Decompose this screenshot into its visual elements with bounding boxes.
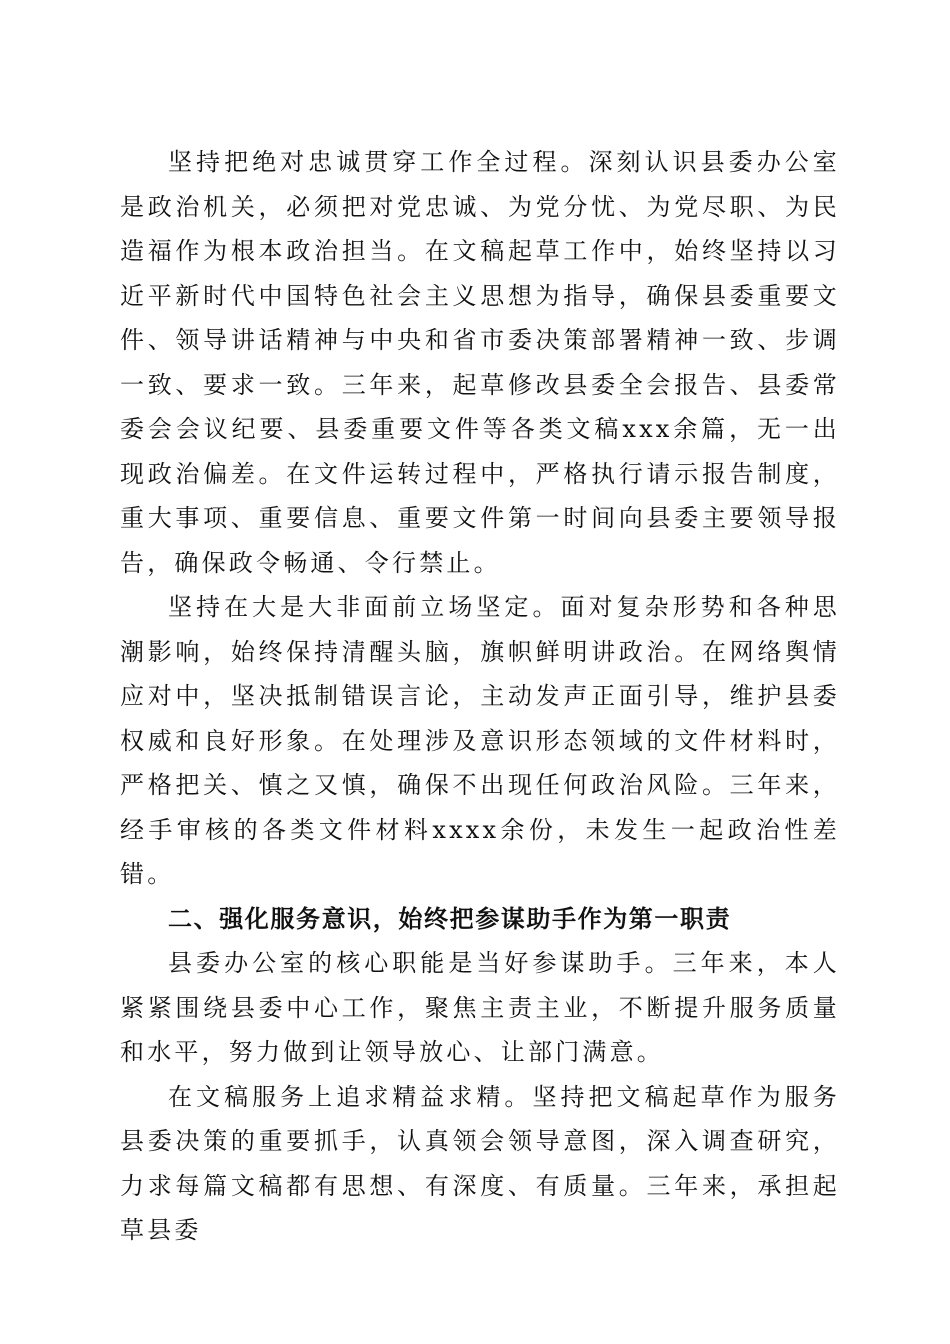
paragraph-drafting-service: 在文稿服务上追求精益求精。坚持把文稿起草作为服务县委决策的重要抓手，认真领会领导意图，深入调查研究，力求每篇文稿都有思想、有深度、有质量。三年来，承担起草县委 (120, 1082, 840, 1244)
paragraph-political-stance: 坚持在大是大非面前立场坚定。面对复杂形势和各种思潮影响，始终保持清醒头脑，旗帜鲜明讲政治。在网络舆情应对中，坚决抵制错误言论，主动发声正面引导，维护县委权威和良好形象。在处理涉及意识形态领域的文件材料时，严格把关、慎之又慎，确保不出现任何政治风险。三年来，经手审核的各类文件材料xxxx余份，未发生一起政治性差错。 (120, 593, 840, 888)
document-body (120, 140, 840, 1253)
paragraph-service-intro: 县委办公室的核心职能是当好参谋助手。三年来，本人紧紧围绕县委中心工作，聚焦主责主业，不断提升服务质量和水平，努力做到让领导放心、让部门满意。 (120, 949, 840, 1066)
section-heading: 二、强化服务意识，始终把参谋助手作为第一职责 (168, 904, 732, 933)
paragraph-loyalty: 坚持把绝对忠诚贯穿工作全过程。深刻认识县委办公室是政治机关，必须把对党忠诚、为党分忧、为党尽职、为民造福作为根本政治担当。在文稿起草工作中，始终坚持以习近平新时代中国特色社会主义思想为指导，确保县委重要文件、领导讲话精神与中央和省市委决策部署精神一致、步调一致、要求一致。三年来，起草修改县委全会报告、县委常委会会议纪要、县委重要文件等各类文稿xxx余篇，无一出现政治偏差。在文件运转过程中，严格执行请示报告制度，重大事项、重要信息、重要文件第一时间向县委主要领导报告，确保政令畅通、令行禁止。 (120, 148, 840, 577)
